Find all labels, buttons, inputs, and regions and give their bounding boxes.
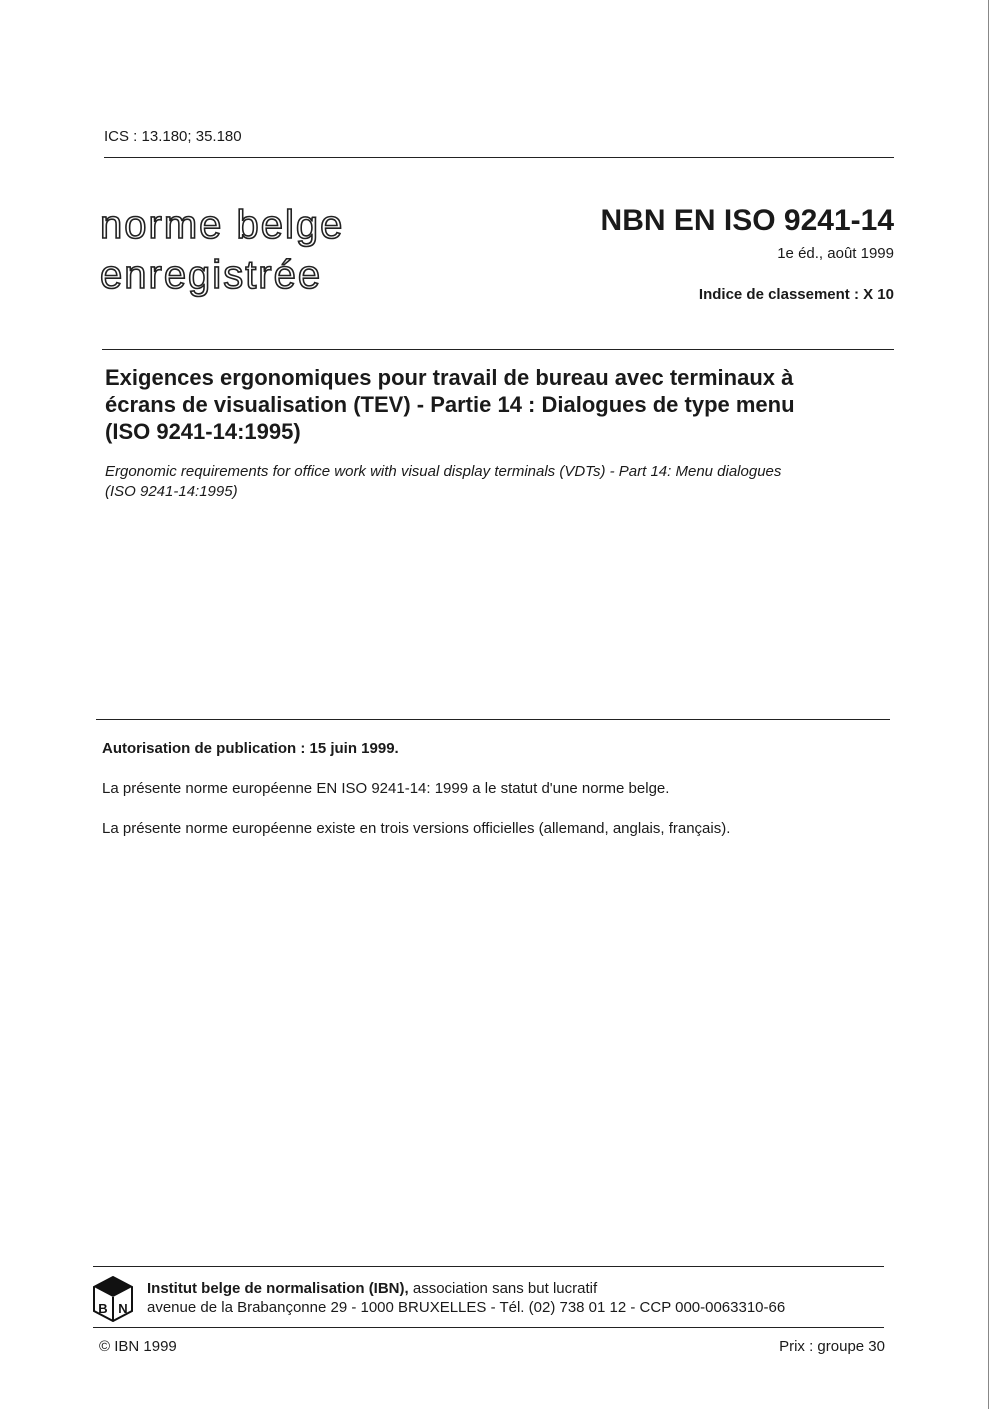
classification-index: Indice de classement : X 10 xyxy=(698,286,894,303)
french-title-line-1: Exigences ergonomiques pour travail de bureau avec terminaux à xyxy=(105,365,794,390)
status-statement: La présente norme européenne EN ISO 9241-14: 1999 a le statut d'une norme belge. xyxy=(102,780,670,797)
ibn-logo-icon xyxy=(92,1276,134,1322)
institute-line xyxy=(147,1280,597,1297)
publication-authorization: Autorisation de publication : 15 juin 1999. xyxy=(102,740,399,757)
title-top-rule xyxy=(102,349,894,350)
footer-top-rule xyxy=(93,1266,884,1267)
header-top-rule xyxy=(104,157,894,158)
ibn-logo-letters-left: B xyxy=(98,1301,108,1316)
institute-address: avenue de la Brabançonne 29 - 1000 BRUXELLES - Tél. (02) 738 01 12 - CCP 000-0063310-66 xyxy=(147,1299,786,1316)
brand-line-2: enregistrée xyxy=(100,253,323,297)
english-title xyxy=(105,462,885,502)
english-title-line-1: Ergonomic requirements for office work with visual display terminals (VDTs) - Part 14: Menu dialogues xyxy=(105,463,782,480)
standard-number: NBN EN ISO 9241-14 xyxy=(600,204,894,237)
footer-bottom-rule xyxy=(93,1327,884,1328)
copyright-notice: © IBN 1999 xyxy=(99,1338,177,1355)
brand-line-1: norme belge xyxy=(100,203,345,247)
ibn-logo-letters-right: N xyxy=(118,1301,128,1316)
institute-description: association sans but lucratif xyxy=(408,1280,598,1297)
brand-wordmark xyxy=(100,200,344,300)
price-group: Prix : groupe 30 xyxy=(779,1338,885,1355)
page-edge-line xyxy=(988,0,989,1409)
body-top-rule xyxy=(96,719,890,720)
edition-date: 1e éd., août 1999 xyxy=(777,245,894,262)
french-title-line-3: (ISO 9241-14:1995) xyxy=(105,419,301,444)
ics-code: ICS : 13.180; 35.180 xyxy=(104,128,242,145)
institute-name: Institut belge de normalisation (IBN), xyxy=(147,1280,409,1297)
versions-statement: La présente norme européenne existe en trois versions officielles (allemand, anglais, français). xyxy=(102,820,731,837)
english-title-line-2: (ISO 9241-14:1995) xyxy=(105,483,238,500)
french-title xyxy=(105,364,905,445)
french-title-line-2: écrans de visualisation (TEV) - Partie 14 : Dialogues de type menu xyxy=(105,392,795,417)
